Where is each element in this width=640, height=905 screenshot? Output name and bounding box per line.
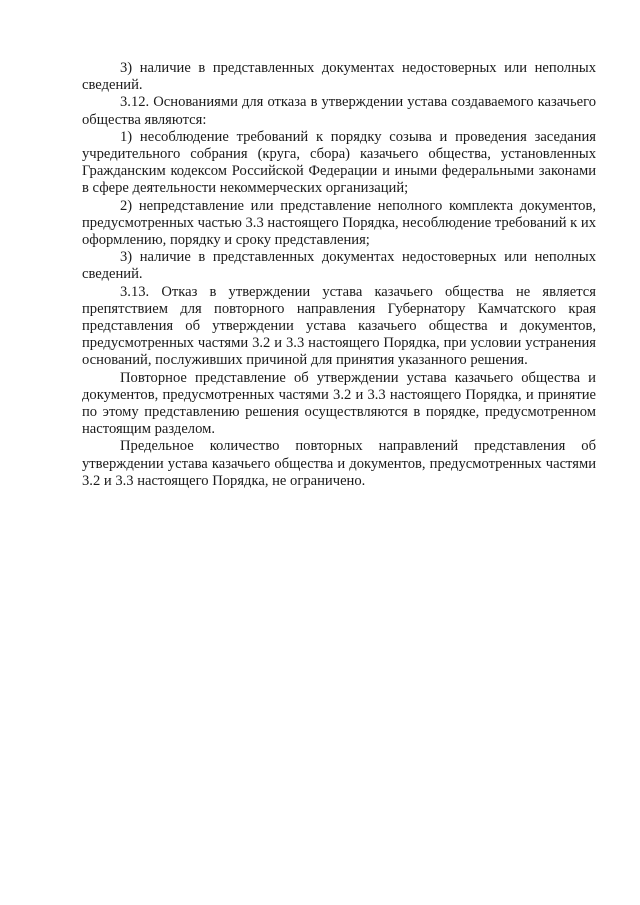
paragraph-item-1-noncompliance: 1) несоблюдение требований к порядку созыва и проведения заседания учредительного собрания (круга, сбора) казачьего общества, установленных Гражданским кодексом Российской Федерации и иными федеральными законами в сфере деятельности некоммерческих организаций;	[82, 128, 596, 197]
paragraph-item-3-incomplete-info: 3) наличие в представленных документах недостоверных или неполных сведений.	[82, 60, 596, 94]
paragraph-repeat-submission: Повторное представление об утверждении устава казачьего общества и документов, предусмотренных частями 3.2 и 3.3 настоящего Порядка, и принятие по этому представлению решения осуществляются в порядке, предусмотренном настоящим разделом.	[82, 369, 596, 438]
paragraph-item-3-incomplete-info-repeat: 3) наличие в представленных документах недостоверных или неполных сведений.	[82, 249, 596, 283]
paragraph-3-13-refusal: 3.13. Отказ в утверждении устава казачьего общества не является препятствием для повторного направления Губернатору Камчатского края представления об утверждении устава казачьего общества и документов, предусмотренных частями 3.2 и 3.3 настоящего Порядка, при условии устранения оснований, послуживших причиной для принятия указанного решения.	[82, 283, 596, 369]
paragraph-3-12-heading: 3.12. Основаниями для отказа в утверждении устава создаваемого казачьего общества являются:	[82, 94, 596, 128]
document-page	[82, 60, 596, 490]
paragraph-item-2-incomplete-docs: 2) непредставление или представление неполного комплекта документов, предусмотренных частью 3.3 настоящего Порядка, несоблюдение требований к их оформлению, порядку и сроку представления;	[82, 197, 597, 249]
paragraph-submission-limit: Предельное количество повторных направлений представления об утверждении устава казачьего общества и документов, предусмотренных частями 3.2 и 3.3 настоящего Порядка, не ограничено.	[82, 438, 596, 489]
